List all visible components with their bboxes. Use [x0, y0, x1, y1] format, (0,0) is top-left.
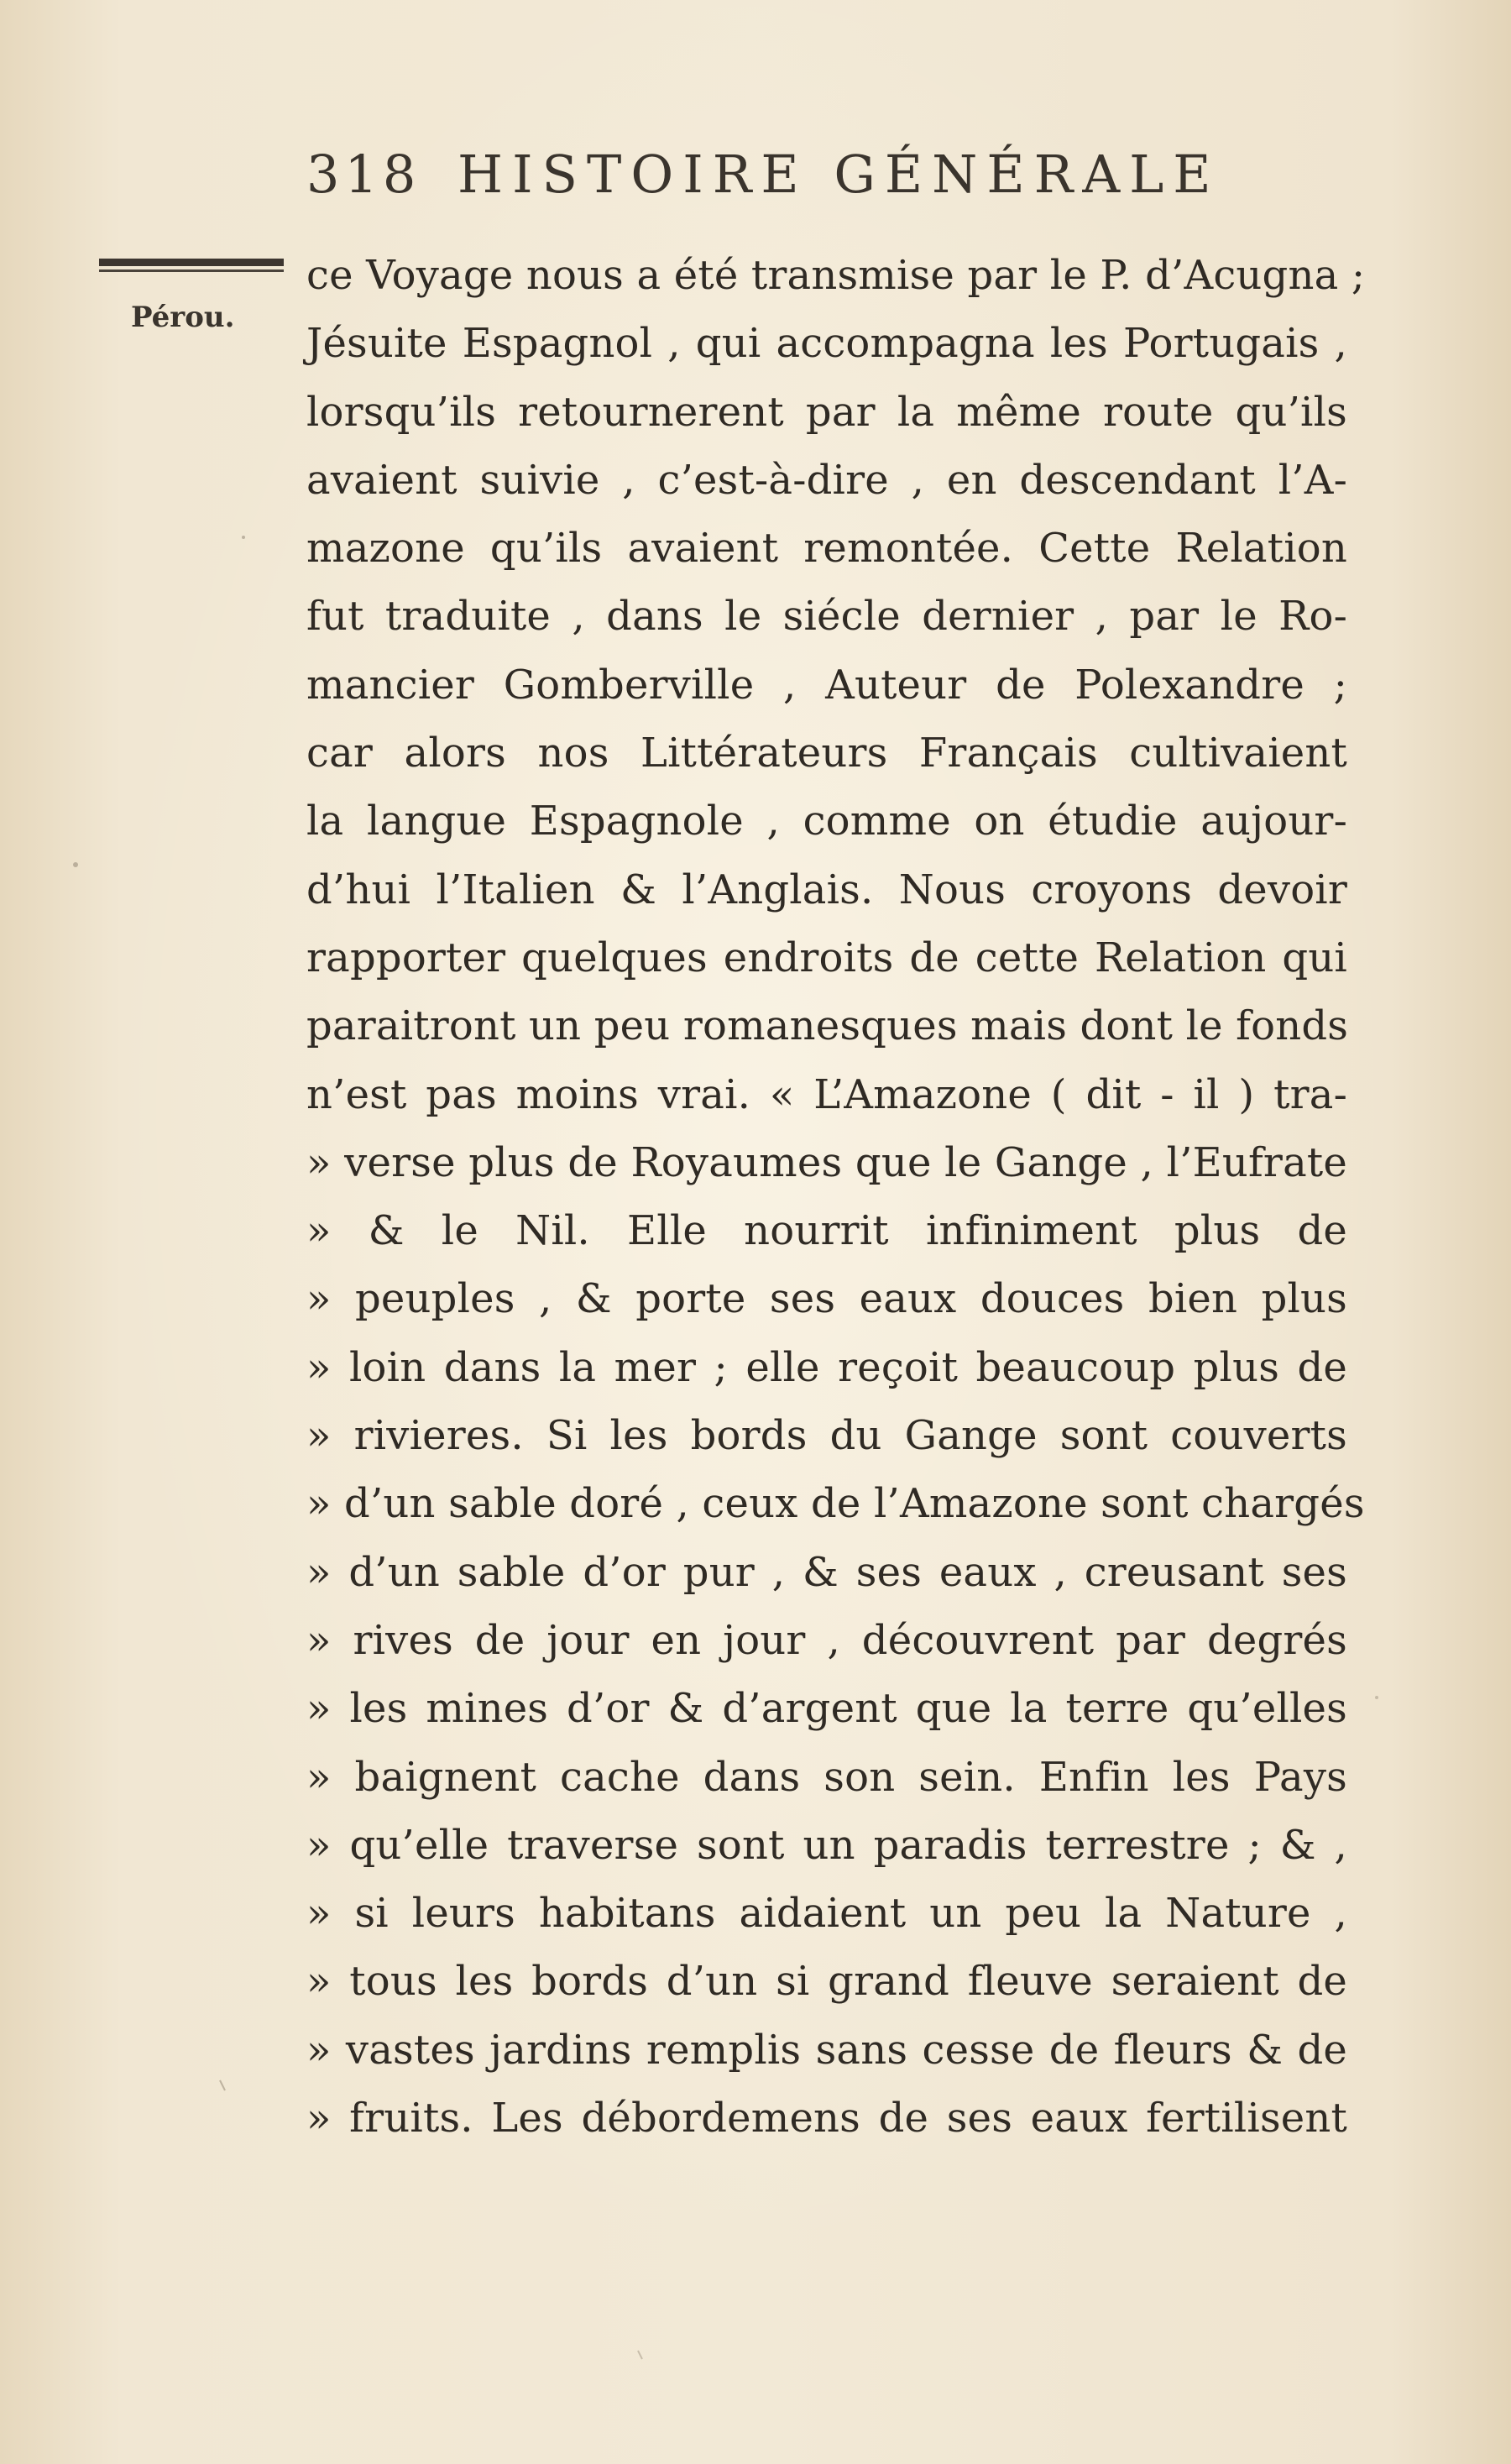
text-line: » d’un sable doré , ceux de l’Amazone sont chargés — [306, 1480, 1365, 1528]
text-line: fut traduite , dans le siécle dernier , par le Ro- — [306, 593, 1347, 641]
text-line: mazone qu’ils avaient remontée. Cette Relation — [306, 525, 1347, 573]
text-line: lorsqu’ils retournerent par la même route qu’ils — [306, 388, 1347, 436]
text-line: » d’un sable d’or pur , & ses eaux , creusant ses — [306, 1548, 1347, 1596]
margin-rule — [99, 259, 284, 274]
text-line: la langue Espagnole , comme on étudie aujour- — [306, 798, 1347, 845]
text-line: » baignent cache dans son sein. Enfin les Pays — [306, 1753, 1347, 1801]
margin-rule-thick — [99, 259, 284, 266]
running-head — [306, 141, 1238, 208]
page-number: 318 — [306, 144, 421, 205]
running-title: HISTOIRE GÉNÉRALE — [457, 144, 1221, 205]
text-line: » les mines d’or & d’argent que la terre qu’elles — [306, 1685, 1347, 1733]
text-line: rapporter quelques endroits de cette Relation qui — [306, 934, 1347, 981]
text-line: » qu’elle traverse sont un paradis terrestre ; & , — [306, 1821, 1347, 1869]
text-line: d’hui l’Italien & l’Anglais. Nous croyons devoir — [306, 866, 1347, 913]
text-line: car alors nos Littérateurs Français cultivaient — [306, 730, 1347, 777]
text-line: » si leurs habitans aidaient un peu la Nature , — [306, 1890, 1347, 1938]
text-line: » fruits. Les débordemens de ses eaux fertilisent — [306, 2095, 1347, 2142]
text-line: » loin dans la mer ; elle reçoit beaucoup plus de — [306, 1343, 1347, 1391]
text-line: mancier Gomberville , Auteur de Polexandre ; — [306, 661, 1347, 709]
text-line: » tous les bords d’un si grand fleuve seraient de — [306, 1958, 1347, 2006]
text-line: paraitront un peu romanesques mais dont le fonds — [306, 1002, 1349, 1050]
text-line: n’est pas moins vrai. « L’Amazone ( dit - il ) tra- — [306, 1070, 1347, 1118]
text-line: » & le Nil. Elle nourrit infiniment plus de — [306, 1207, 1347, 1255]
text-line: » verse plus de Royaumes que le Gange , l’Eufrate — [306, 1138, 1347, 1186]
margin-rule-thin — [99, 269, 284, 272]
body-text — [306, 242, 1366, 2153]
text-line: ce Voyage nous a été transmise par le P. d’Acugna ; — [306, 252, 1366, 299]
text-line: » vastes jardins remplis sans cesse de fleurs & de — [306, 2026, 1347, 2074]
text-line: » rives de jour en jour , découvrent par degrés — [306, 1616, 1347, 1664]
text-line: avaient suivie , c’est-à-dire , en descendant l’A- — [306, 456, 1347, 504]
text-line: » rivieres. Si les bords du Gange sont couverts — [306, 1412, 1347, 1460]
text-line: » peuples , & porte ses eaux douces bien plus — [306, 1275, 1347, 1323]
margin-note: Pérou. — [131, 301, 235, 334]
text-line: Jésuite Espagnol , qui accompagna les Portugais , — [306, 320, 1347, 368]
